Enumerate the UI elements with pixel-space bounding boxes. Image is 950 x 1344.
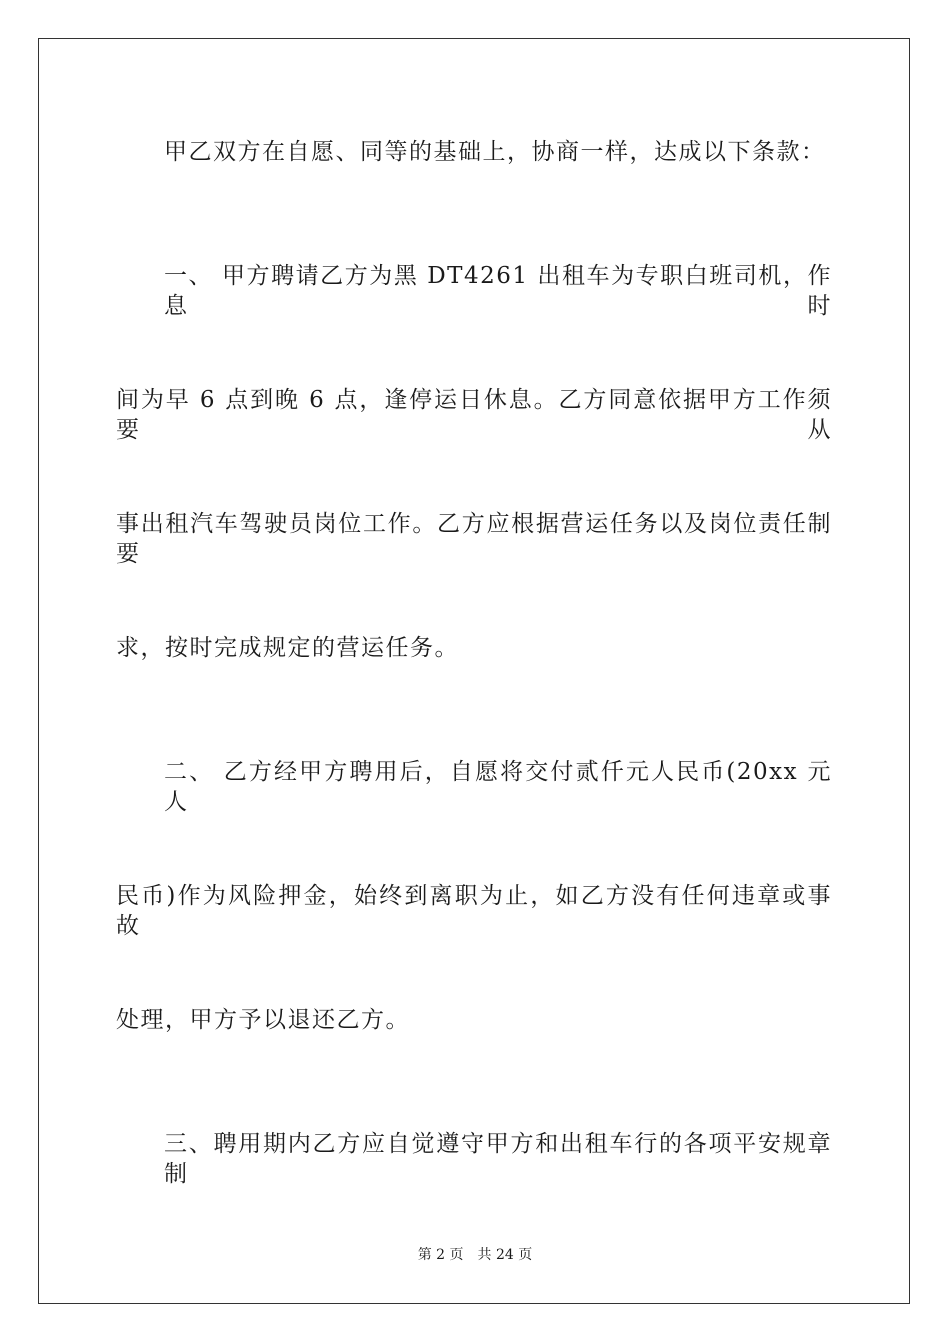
- paragraph-line: 民币)作为风险押金，始终到离职为止，如乙方没有任何违章或事故: [116, 883, 832, 939]
- paragraph-line: 三、聘用期内乙方应自觉遵守甲方和出租车行的各项平安规章制: [164, 1131, 832, 1187]
- paragraph-line: 求，按时完成规定的营运任务。: [116, 635, 459, 661]
- paragraph-line: 事出租汽车驾驶员岗位工作。乙方应根据营运任务以及岗位责任制要: [116, 511, 832, 567]
- paragraph-line: 处理，甲方予以退还乙方。: [116, 1007, 410, 1033]
- paragraph-line: 甲乙双方在自愿、同等的基础上，协商一样，达成以下条款：: [164, 139, 826, 165]
- page-number: 第 2 页: [417, 1247, 464, 1263]
- paragraph-line: 间为早 6 点到晚 6 点，逢停运日休息。乙方同意依据甲方工作须要从: [116, 387, 832, 443]
- page-total: 共 24 页: [477, 1247, 533, 1263]
- paragraph-line: 一、 甲方聘请乙方为黑 DT4261 出租车为专职白班司机，作息时: [164, 263, 832, 319]
- page-footer: [0, 1246, 950, 1264]
- paragraph-line: 二、 乙方经甲方聘用后，自愿将交付贰仟元人民币(20xx 元人: [164, 759, 832, 815]
- page-frame: [38, 38, 910, 1304]
